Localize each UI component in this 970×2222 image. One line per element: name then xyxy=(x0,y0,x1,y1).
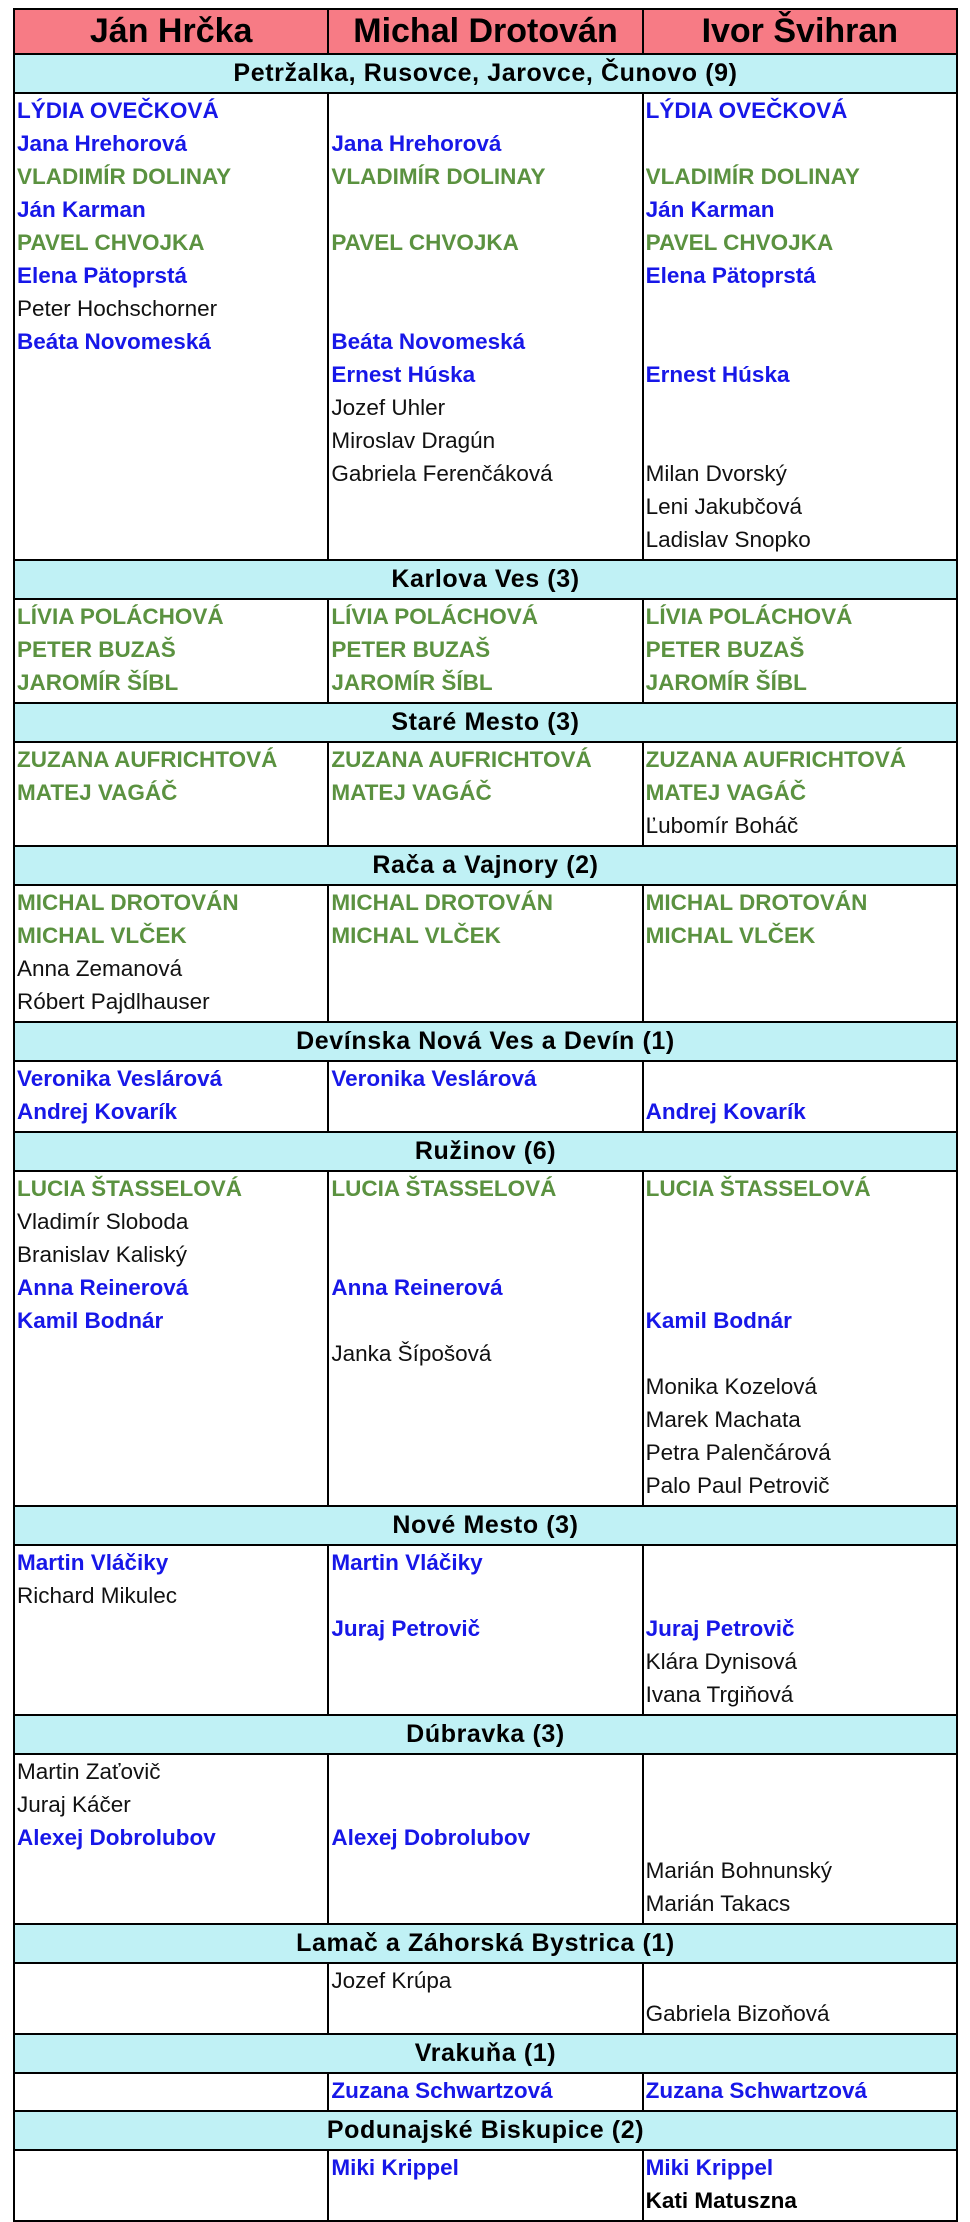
district-section xyxy=(13,561,958,704)
empty-row xyxy=(331,1304,641,1337)
nominee-name: Veronika Veslárová xyxy=(331,1066,537,1091)
nominee-name: LÍVIA POLÁCHOVÁ xyxy=(645,604,853,629)
empty-row xyxy=(331,1370,641,1403)
district-title: Vrakuňa (1) xyxy=(15,2035,956,2074)
nominee-name: PETER BUZAŠ xyxy=(17,637,176,662)
empty-row xyxy=(17,1678,327,1711)
candidate-column-2 xyxy=(329,2074,643,2110)
empty-row xyxy=(646,424,956,457)
candidate-column-3 xyxy=(644,1062,956,1131)
district-sections xyxy=(13,55,958,2222)
nominee-name: LUCIA ŠTASSELOVÁ xyxy=(17,1176,243,1201)
nominee-name: PAVEL CHVOJKA xyxy=(331,230,519,255)
empty-row xyxy=(17,1997,327,2030)
nominee-name: Beáta Novomeská xyxy=(331,329,526,354)
nominee-name: LUCIA ŠTASSELOVÁ xyxy=(331,1176,557,1201)
nominee-name: Gabriela Ferenčáková xyxy=(331,461,553,486)
district-body xyxy=(15,886,956,1021)
empty-row xyxy=(331,1205,641,1238)
empty-row xyxy=(17,2074,327,2107)
empty-row xyxy=(17,2184,327,2217)
nominee-name: Martin Zaťovič xyxy=(17,1759,161,1784)
nominee-name: Ivana Trgiňová xyxy=(645,1682,794,1707)
district-section xyxy=(13,1507,958,1716)
empty-row xyxy=(17,1645,327,1678)
nominee-name: Richard Mikulec xyxy=(17,1583,178,1608)
candidate-column-1 xyxy=(15,1755,329,1923)
nominee-name: MICHAL DROTOVÁN xyxy=(331,890,553,915)
district-section xyxy=(13,1023,958,1133)
empty-row xyxy=(331,1469,641,1502)
empty-row xyxy=(646,1546,956,1579)
nominee-name: Kamil Bodnár xyxy=(645,1308,792,1333)
district-title: Podunajské Biskupice (2) xyxy=(15,2112,956,2151)
nominee-name: Petra Palenčárová xyxy=(645,1440,831,1465)
nominee-name: Ján Karman xyxy=(645,197,775,222)
district-body xyxy=(15,1172,956,1505)
nominee-name: Alexej Dobrolubov xyxy=(331,1825,531,1850)
nominee-name: Beáta Novomeská xyxy=(17,329,211,354)
candidate-column-1 xyxy=(15,1172,329,1505)
nominee-name: ZUZANA AUFRICHTOVÁ xyxy=(645,747,907,772)
nominee-name: Jozef Uhler xyxy=(331,395,446,420)
district-body xyxy=(15,2151,956,2220)
nominee-name: Palo Paul Petrovič xyxy=(645,1473,830,1498)
nominee-name: MATEJ VAGÁČ xyxy=(331,780,492,805)
nominee-name: VLADIMÍR DOLINAY xyxy=(331,164,546,189)
nominee-name: Juraj Káčer xyxy=(17,1792,131,1817)
district-body xyxy=(15,94,956,559)
district-body xyxy=(15,743,956,845)
empty-row xyxy=(331,952,641,985)
nominee-name: PETER BUZAŠ xyxy=(331,637,491,662)
empty-row xyxy=(17,809,327,842)
nominee-name: LÝDIA OVEČKOVÁ xyxy=(17,98,219,123)
empty-row xyxy=(17,457,327,490)
empty-row xyxy=(646,127,956,160)
candidate-table xyxy=(13,8,958,2222)
nominee-name: Leni Jakubčová xyxy=(645,494,803,519)
nominee-name: Vladimír Sloboda xyxy=(17,1209,189,1234)
district-section xyxy=(13,2112,958,2222)
empty-row xyxy=(331,2184,641,2217)
nominee-name: LÍVIA POLÁCHOVÁ xyxy=(331,604,539,629)
candidate-column-3 xyxy=(644,1546,956,1714)
district-section xyxy=(13,55,958,561)
nominee-name: MICHAL VLČEK xyxy=(645,923,816,948)
nominee-name: Jana Hrehorová xyxy=(17,131,188,156)
nominee-name: PETER BUZAŠ xyxy=(645,637,805,662)
nominee-name: Miki Krippel xyxy=(331,2155,459,2180)
nominee-name: LÝDIA OVEČKOVÁ xyxy=(645,98,848,123)
empty-row xyxy=(17,358,327,391)
nominee-name: Alexej Dobrolubov xyxy=(17,1825,216,1850)
nominee-name: VLADIMÍR DOLINAY xyxy=(645,164,860,189)
nominee-name: Andrej Kovarík xyxy=(17,1099,178,1124)
nominee-name: MICHAL VLČEK xyxy=(17,923,187,948)
empty-row xyxy=(646,292,956,325)
candidate-column-3 xyxy=(644,2151,956,2220)
header-candidate-1: Ján Hrčka xyxy=(15,10,329,53)
nominee-name: Martin Vláčiky xyxy=(17,1550,169,1575)
empty-row xyxy=(17,490,327,523)
district-body xyxy=(15,1755,956,1923)
nominee-name: Róbert Pajdlhauser xyxy=(17,989,210,1014)
empty-row xyxy=(331,1887,641,1920)
candidate-column-3 xyxy=(644,1755,956,1923)
candidate-column-1 xyxy=(15,1546,329,1714)
candidate-column-1 xyxy=(15,743,329,845)
nominee-name: MATEJ VAGÁČ xyxy=(17,780,178,805)
nominee-name: Janka Šípošová xyxy=(331,1341,492,1366)
nominee-name: Zuzana Schwartzová xyxy=(645,2078,867,2103)
candidate-column-1 xyxy=(15,2151,329,2220)
candidate-column-2 xyxy=(329,743,643,845)
candidate-column-2 xyxy=(329,1755,643,1923)
empty-row xyxy=(331,1403,641,1436)
nominee-name: ZUZANA AUFRICHTOVÁ xyxy=(17,747,278,772)
empty-row xyxy=(331,94,641,127)
candidate-column-2 xyxy=(329,94,643,559)
nominee-name: JAROMÍR ŠÍBL xyxy=(331,670,493,695)
district-body xyxy=(15,1964,956,2033)
nominee-name: Marián Bohnunský xyxy=(645,1858,833,1883)
candidate-column-1 xyxy=(15,2074,329,2110)
empty-row xyxy=(646,1062,956,1095)
header-candidate-2: Michal Drotován xyxy=(329,10,643,53)
empty-row xyxy=(17,1887,327,1920)
nominee-name: Peter Hochschorner xyxy=(17,296,218,321)
nominee-name: Anna Reinerová xyxy=(17,1275,189,1300)
empty-row xyxy=(331,490,641,523)
nominee-name: MATEJ VAGÁČ xyxy=(645,780,807,805)
nominee-name: MICHAL DROTOVÁN xyxy=(645,890,868,915)
empty-row xyxy=(646,1271,956,1304)
empty-row xyxy=(17,391,327,424)
nominee-name: JAROMÍR ŠÍBL xyxy=(645,670,807,695)
candidate-column-3 xyxy=(644,2074,956,2110)
empty-row xyxy=(331,259,641,292)
empty-row xyxy=(331,1645,641,1678)
empty-row xyxy=(331,1997,641,2030)
empty-row xyxy=(646,1821,956,1854)
empty-row xyxy=(646,1755,956,1788)
candidate-column-3 xyxy=(644,94,956,559)
candidate-column-3 xyxy=(644,886,956,1021)
nominee-name: Branislav Kaliský xyxy=(17,1242,188,1267)
nominee-name: Gabriela Bizoňová xyxy=(645,2001,830,2026)
candidate-column-2 xyxy=(329,1172,643,1505)
empty-row xyxy=(331,1755,641,1788)
district-section xyxy=(13,2035,958,2112)
district-title: Devínska Nová Ves a Devín (1) xyxy=(15,1023,956,1062)
candidate-column-3 xyxy=(644,600,956,702)
nominee-name: Klára Dynisová xyxy=(645,1649,797,1674)
empty-row xyxy=(646,1964,956,1997)
candidate-column-3 xyxy=(644,743,956,845)
district-section xyxy=(13,704,958,847)
nominee-name: MICHAL VLČEK xyxy=(331,923,501,948)
empty-row xyxy=(17,1370,327,1403)
district-title: Rača a Vajnory (2) xyxy=(15,847,956,886)
district-section xyxy=(13,1925,958,2035)
district-body xyxy=(15,1062,956,1131)
nominee-name: JAROMÍR ŠÍBL xyxy=(17,670,179,695)
candidate-column-2 xyxy=(329,1062,643,1131)
nominee-name: Zuzana Schwartzová xyxy=(331,2078,553,2103)
empty-row xyxy=(331,1436,641,1469)
empty-row xyxy=(331,1579,641,1612)
nominee-name: Marián Takacs xyxy=(645,1891,791,1916)
nominee-name: Juraj Petrovič xyxy=(331,1616,481,1641)
nominee-name: VLADIMÍR DOLINAY xyxy=(17,164,232,189)
nominee-name: Veronika Veslárová xyxy=(17,1066,223,1091)
nominee-name: MICHAL DROTOVÁN xyxy=(17,890,239,915)
nominee-name: Monika Kozelová xyxy=(645,1374,817,1399)
nominee-name: Anna Zemanová xyxy=(17,956,183,981)
candidate-column-2 xyxy=(329,1546,643,1714)
empty-row xyxy=(331,1678,641,1711)
candidate-column-2 xyxy=(329,600,643,702)
empty-row xyxy=(17,1337,327,1370)
empty-row xyxy=(17,1964,327,1997)
nominee-name: Kamil Bodnár xyxy=(17,1308,164,1333)
header-row xyxy=(13,8,958,55)
district-title: Nové Mesto (3) xyxy=(15,1507,956,1546)
empty-row xyxy=(331,985,641,1018)
district-section xyxy=(13,1133,958,1507)
empty-row xyxy=(646,1337,956,1370)
empty-row xyxy=(646,1788,956,1821)
nominee-name: Kati Matuszna xyxy=(645,2188,797,2213)
district-title: Petržalka, Rusovce, Jarovce, Čunovo (9) xyxy=(15,55,956,94)
district-title: Ružinov (6) xyxy=(15,1133,956,1172)
empty-row xyxy=(331,1238,641,1271)
empty-row xyxy=(331,1788,641,1821)
empty-row xyxy=(331,809,641,842)
nominee-name: Andrej Kovarík xyxy=(645,1099,806,1124)
nominee-name: LÍVIA POLÁCHOVÁ xyxy=(17,604,224,629)
district-title: Lamač a Záhorská Bystrica (1) xyxy=(15,1925,956,1964)
nominee-name: PAVEL CHVOJKA xyxy=(645,230,834,255)
nominee-name: Ernest Húska xyxy=(331,362,476,387)
candidate-column-2 xyxy=(329,886,643,1021)
empty-row xyxy=(646,325,956,358)
nominee-name: Milan Dvorský xyxy=(645,461,787,486)
nominee-name: Ladislav Snopko xyxy=(645,527,811,552)
nominee-name: PAVEL CHVOJKA xyxy=(17,230,205,255)
district-section xyxy=(13,847,958,1023)
nominee-name: Ernest Húska xyxy=(645,362,790,387)
nominee-name: Miki Krippel xyxy=(645,2155,774,2180)
empty-row xyxy=(17,1854,327,1887)
empty-row xyxy=(646,952,956,985)
empty-row xyxy=(17,1403,327,1436)
candidate-column-1 xyxy=(15,1964,329,2033)
empty-row xyxy=(17,1436,327,1469)
nominee-name: Ľubomír Boháč xyxy=(645,813,799,838)
candidate-column-2 xyxy=(329,1964,643,2033)
district-body xyxy=(15,2074,956,2110)
empty-row xyxy=(646,1238,956,1271)
nominee-name: Jozef Krúpa xyxy=(331,1968,452,1993)
nominee-name: Elena Pätoprstá xyxy=(645,263,816,288)
empty-row xyxy=(17,2151,327,2184)
candidate-column-1 xyxy=(15,600,329,702)
nominee-name: Anna Reinerová xyxy=(331,1275,503,1300)
district-title: Staré Mesto (3) xyxy=(15,704,956,743)
district-title: Karlova Ves (3) xyxy=(15,561,956,600)
empty-row xyxy=(17,523,327,556)
nominee-name: ZUZANA AUFRICHTOVÁ xyxy=(331,747,592,772)
empty-row xyxy=(646,1205,956,1238)
empty-row xyxy=(331,193,641,226)
district-body xyxy=(15,600,956,702)
nominee-name: Elena Pätoprstá xyxy=(17,263,188,288)
empty-row xyxy=(646,1579,956,1612)
empty-row xyxy=(17,1469,327,1502)
empty-row xyxy=(17,424,327,457)
nominee-name: Ján Karman xyxy=(17,197,146,222)
nominee-name: LUCIA ŠTASSELOVÁ xyxy=(645,1176,871,1201)
candidate-column-1 xyxy=(15,886,329,1021)
empty-row xyxy=(331,1854,641,1887)
nominee-name: Jana Hrehorová xyxy=(331,131,502,156)
empty-row xyxy=(331,292,641,325)
empty-row xyxy=(331,1095,641,1128)
nominee-name: Marek Machata xyxy=(645,1407,801,1432)
candidate-column-3 xyxy=(644,1172,956,1505)
district-title: Dúbravka (3) xyxy=(15,1716,956,1755)
empty-row xyxy=(646,985,956,1018)
district-section xyxy=(13,1716,958,1925)
header-candidate-3: Ivor Švihran xyxy=(701,12,899,50)
candidate-column-1 xyxy=(15,94,329,559)
nominee-name: Martin Vláčiky xyxy=(331,1550,483,1575)
nominee-name: Juraj Petrovič xyxy=(645,1616,795,1641)
nominee-name: Miroslav Dragún xyxy=(331,428,496,453)
candidate-column-2 xyxy=(329,2151,643,2220)
candidate-column-3 xyxy=(644,1964,956,2033)
empty-row xyxy=(331,523,641,556)
district-body xyxy=(15,1546,956,1714)
empty-row xyxy=(17,1612,327,1645)
candidate-column-1 xyxy=(15,1062,329,1131)
empty-row xyxy=(646,391,956,424)
